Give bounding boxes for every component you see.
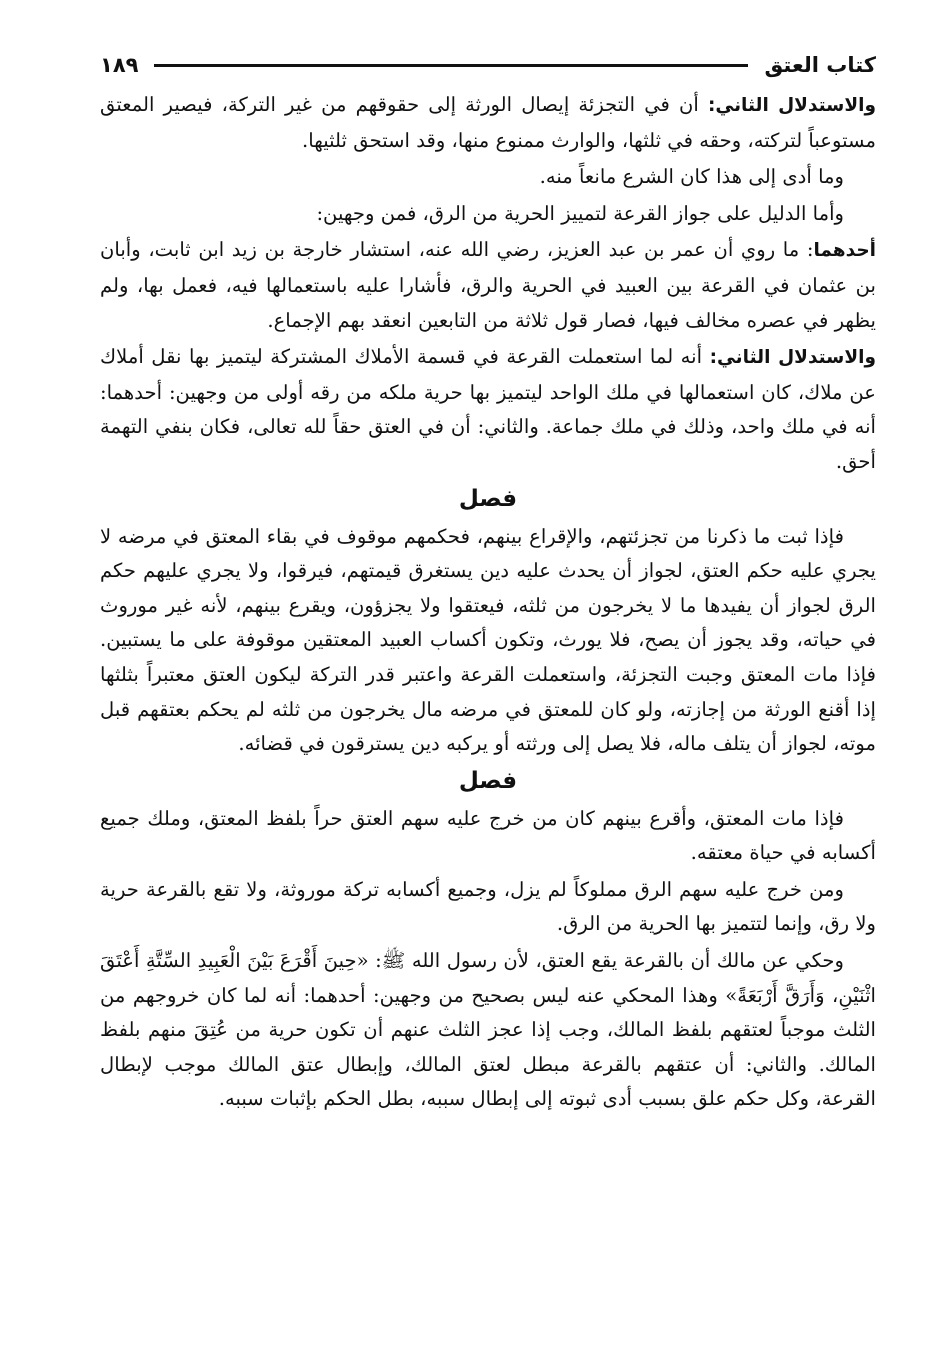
paragraph-text: وحكي عن مالك أن بالقرعة يقع العتق، لأن رسول الله ﷺ: «حِينَ أَقْرَعَ بَيْنَ الْعَبِيدِ السِّتَّةِ أَعْتَقَ اثْنَيْنِ، وَأَرَقَّ أَرْبَعَةً» وهذا المحكي عنه ليس بصحيح من وجهين: أحدهما: أنه لما كان خروجهم من الثلث موجباً لعتقهم بلفظ المالك، وجب إذا عجز الثلث عنهم أن تكون حرية من عُتِقَ منهم بلفظ المالك. والثاني: أن عتقهم بالقرعة مبطل لعتق المالك، وإبطال عتق المالك موجب لإبطال القرعة، وكل حكم علق بسبب أدى ثبوته إلى إبطال سببه، بطل الحكم بإثبات سببه. (100, 949, 876, 1111)
paragraph (100, 873, 876, 942)
section-heading: فصل (458, 767, 518, 794)
paragraph (100, 944, 876, 1117)
paragraph-text: فإذا مات المعتق، وأقرع بينهم كان من خرج عليه سهم العتق حراً بلفظ المعتق، وملك جميع أكسابه في حياة معتقه. (100, 806, 876, 865)
paragraph-text: ومن خرج عليه سهم الرق مملوكاً لم يزل، وجميع أكسابه تركة موروثة، ولا تقع بالقرعة حرية ولا رق، وإنما لتتميز بها الحرية من الرق. (100, 877, 876, 936)
paragraph (100, 802, 876, 871)
paragraph (100, 340, 876, 479)
section-heading: فصل (458, 485, 518, 512)
header-rule (154, 64, 748, 67)
paragraph-lead: والاستدلال الثاني: (707, 95, 876, 116)
paragraph-text: فإذا ثبت ما ذكرنا من تجزئتهم، والإقراع بينهم، فحكمهم موقوف في بقاء المعتق في مرضه لا يجري عليه حكم العتق، لجواز أن يحدث عليه دين يستغرق قيمتهم، فيرقوا، ولا يجري عليهم حكم الرق لجواز أن يفيدها ما لا يخرجون من ثلثه، فيعتقوا ولا يجزؤون، ويقرع بينهم، لأنه غير موروث في حياته، وقد يجوز أن يصح، فلا يورث، وتكون أكساب العبيد المعتقين موقوفة على ما يستبين. فإذا مات المعتق وجبت التجزئة، واستعملت القرعة واعتبر قدر التركة ليكون العتق معتبراً بثلثها إذا أقنع الورثة من إجازته، ولو كان للمعتق في مرضه مال يخرجون من ثلثه لم يحكم بعتقهم قبل موته، لجواز أن يتلف ماله، فلا يصل إلى ورثته أو يركبه دين يسترقون في قضائه. (100, 524, 876, 756)
paragraph (100, 233, 876, 338)
paragraph-text: وأما الدليل على جواز القرعة لتمييز الحرية من الرق، فمن وجهين: (316, 201, 844, 225)
paragraph (100, 160, 876, 195)
paragraph (100, 88, 876, 158)
book-page (100, 48, 876, 1350)
paragraph-text: أنه لما استعملت القرعة في قسمة الأملاك المشتركة ليتميز بها نقل أملاك عن ملاك، كان استعمالها في ملك الواحد ليتميز بها حرية ملكه من رقه أولى من وجهين: أحدهما: أنه في ملك واحد، وذلك في ملك جماعة. والثاني: أن في العتق حقاً لله تعالى، فكان بنفي التهمة أحق. (100, 345, 876, 473)
running-header (100, 48, 876, 82)
paragraph-text: وما أدى إلى هذا كان الشرع مانعاً منه. (539, 165, 844, 189)
paragraph (100, 520, 876, 762)
paragraph-lead: أحدهما (813, 240, 876, 262)
page-number: ١٨٩ (100, 53, 139, 77)
body-text (100, 88, 876, 1117)
book-title: كتاب العتق (764, 53, 876, 77)
paragraph-text: : ما روي أن عمر بن عبد العزيز، رضي الله عنه، استشار خارجة بن زيد ابن ثابت، وأبان بن عثمان في القرعة بين العبيد في الحرية والرق، فأشارا عليه باستعمالها فيه، فعمل بها، ولم يظهر في عصره مخالف فيها، فصار قول ثلاثة من التابعين انعقد بهم الإجماع. (100, 238, 876, 332)
paragraph-lead: والاستدلال الثاني: (709, 347, 876, 369)
paragraph (100, 197, 876, 232)
paragraph-text: أن في التجزئة إيصال الورثة إلى حقوقهم من غير التركة، فيصير المعتق مستوعباً لتركته، وحقه في ثلثها، والوارث ممنوع منها، وقد استحق ثلثيها. (100, 93, 876, 152)
